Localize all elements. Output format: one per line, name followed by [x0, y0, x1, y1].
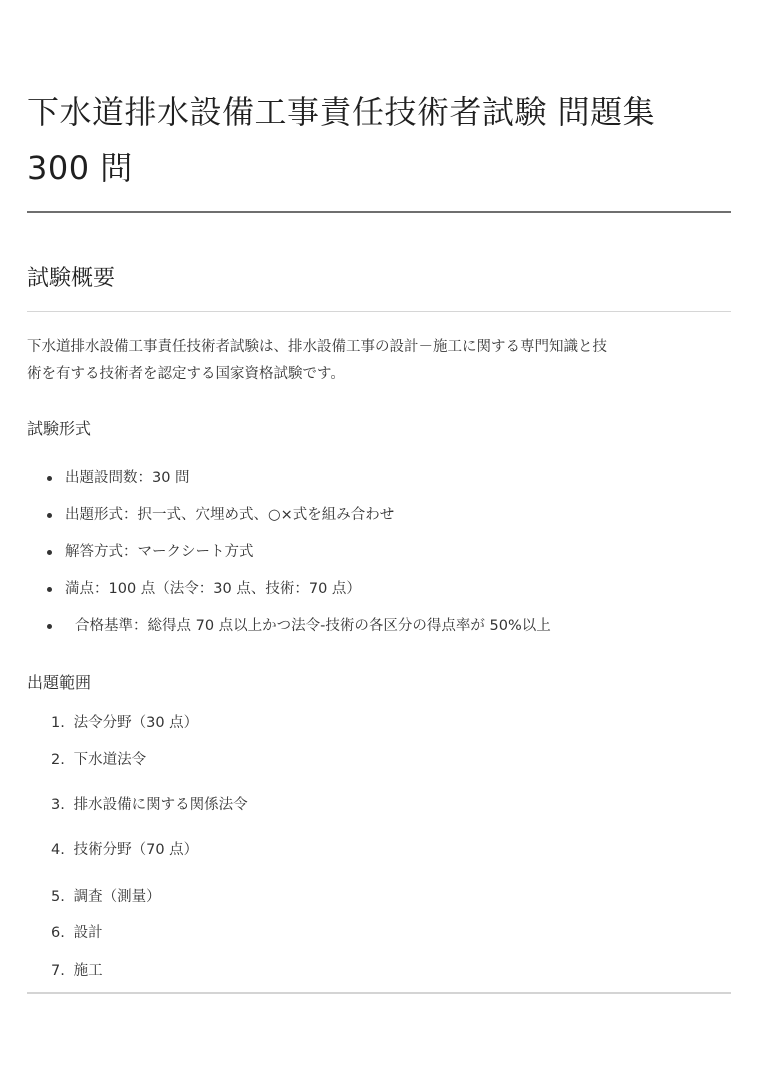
- list-item: [27, 922, 731, 944]
- range-item-label: 設計: [73, 925, 103, 941]
- range-item-label: 法令分野（30 点）: [73, 715, 199, 731]
- item-number: 7.: [51, 963, 65, 979]
- overview-intro-line-1: 下水道排水設備工事責任技術者試験は、排水設備工事の設計－施工に関する専門知識と技: [27, 339, 607, 355]
- list-item: [27, 534, 731, 571]
- bottom-divider: [27, 992, 731, 994]
- list-item: [27, 497, 731, 534]
- list-item: [27, 712, 731, 734]
- format-item-full-score: 満点：100 点（法令：30 点、技術：70 点）: [65, 581, 361, 597]
- range-item-label: 下水道法令: [73, 752, 147, 768]
- page-title: [27, 0, 731, 196]
- range-item-label: 排水設備に関する関係法令: [73, 797, 248, 813]
- item-number: 5.: [51, 889, 65, 905]
- bullet-icon: [47, 550, 52, 555]
- overview-intro-line-2: 術を有する技術者を認定する国家資格試験です。: [27, 366, 345, 382]
- range-item-label: 調査（測量）: [73, 889, 161, 905]
- title-divider: [27, 211, 731, 213]
- overview-heading: 試験概要: [27, 266, 116, 291]
- item-number: 2.: [51, 752, 65, 768]
- item-number: 3.: [51, 797, 65, 813]
- list-item: [27, 960, 731, 982]
- overview-divider: [27, 311, 731, 312]
- page-title-line-1: 下水道排水設備工事責任技術者試験 問題集: [27, 93, 656, 131]
- overview-intro: [27, 334, 731, 388]
- page-title-line-2: 300 問: [27, 149, 133, 187]
- format-heading: 試験形式: [27, 419, 92, 438]
- range-heading: 出題範囲: [27, 673, 92, 692]
- range-list: [27, 712, 731, 982]
- item-number: 6.: [51, 925, 65, 941]
- list-item: [27, 571, 731, 608]
- list-item: [27, 886, 731, 908]
- item-number: 1.: [51, 715, 65, 731]
- bullet-icon: [47, 513, 52, 518]
- format-item-answer-method: 解答方式：マークシート方式: [65, 544, 254, 560]
- bullet-icon: [47, 624, 52, 629]
- bullet-icon: [47, 587, 52, 592]
- range-item-label: 施工: [73, 963, 103, 979]
- list-item: [27, 460, 731, 497]
- list-item: [27, 794, 731, 816]
- bullet-icon: [47, 476, 52, 481]
- format-item-pass-criteria: 合格基準：総得点 70 点以上かつ法令-技術の各区分の得点率が 50%以上: [75, 618, 551, 634]
- format-item-question-type: 出題形式：択一式、穴埋め式、○×式を組み合わせ: [65, 507, 395, 523]
- list-item: [27, 749, 731, 771]
- item-number: 4.: [51, 842, 65, 858]
- format-list: [27, 460, 731, 645]
- document-page: [27, 0, 731, 982]
- range-item-label: 技術分野（70 点）: [73, 842, 199, 858]
- format-item-question-count: 出題設問数：30 問: [65, 470, 190, 486]
- list-item: [27, 608, 731, 645]
- list-item: [27, 839, 731, 861]
